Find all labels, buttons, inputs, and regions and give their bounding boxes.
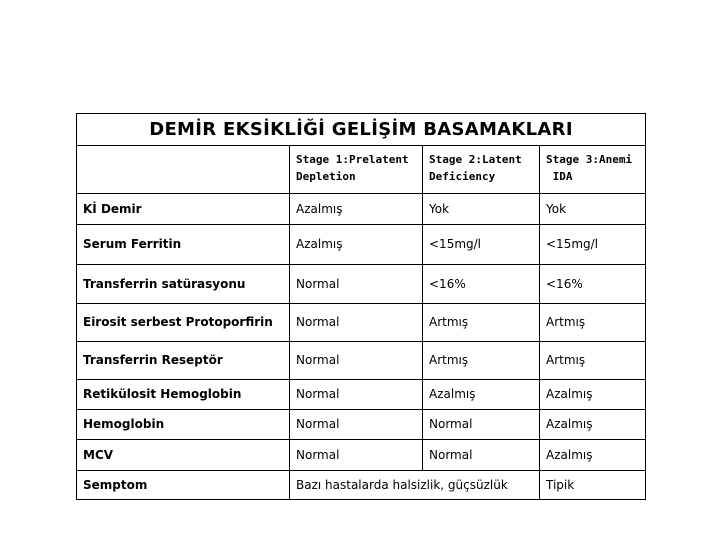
table-row: [77, 225, 646, 265]
symptom-stage1-2-value: Bazı hastalarda halsizlik, güçsüzlük: [290, 471, 540, 500]
row-label: MCV: [77, 440, 290, 471]
table-row: [77, 342, 646, 380]
stage2-value: Artmış: [423, 304, 540, 342]
stage1-value: Normal: [290, 265, 423, 304]
table-row: [77, 304, 646, 342]
symptom-row: [77, 471, 646, 500]
stage3-value: <15mg/l: [540, 225, 646, 265]
header-stage-2: Stage 2:Latent Deficiency: [423, 146, 540, 194]
table-title: DEMİR EKSİKLİĞİ GELİŞİM BASAMAKLARI: [77, 114, 646, 146]
stages-table: [76, 113, 646, 500]
stage1-value: Azalmış: [290, 225, 423, 265]
header-stage-3: Stage 3:Anemi IDA: [540, 146, 646, 194]
table-row: [77, 265, 646, 304]
stage3-value: Azalmış: [540, 410, 646, 440]
row-label: Hemoglobin: [77, 410, 290, 440]
table-row: [77, 380, 646, 410]
stage2-value: <16%: [423, 265, 540, 304]
header-row: [77, 146, 646, 194]
header-stage-1: Stage 1:Prelatent Depletion: [290, 146, 423, 194]
stage3-value: Yok: [540, 194, 646, 225]
stage2-value: Normal: [423, 410, 540, 440]
stage3-value: Artmış: [540, 304, 646, 342]
row-label: Transferrin satürasyonu: [77, 265, 290, 304]
stage2-value: Azalmış: [423, 380, 540, 410]
row-label: Retikülosit Hemoglobin: [77, 380, 290, 410]
stage3-value: <16%: [540, 265, 646, 304]
stage3-value: Azalmış: [540, 440, 646, 471]
stage2-value: Yok: [423, 194, 540, 225]
row-label: Kİ Demir: [77, 194, 290, 225]
stage1-value: Normal: [290, 410, 423, 440]
table-row: [77, 410, 646, 440]
stage1-value: Azalmış: [290, 194, 423, 225]
stage2-value: Artmış: [423, 342, 540, 380]
table-row: [77, 194, 646, 225]
stage3-value: Artmış: [540, 342, 646, 380]
symptom-stage3-value: Tipik: [540, 471, 646, 500]
stage2-value: <15mg/l: [423, 225, 540, 265]
row-label: Serum Ferritin: [77, 225, 290, 265]
table-row: [77, 440, 646, 471]
stage3-value: Azalmış: [540, 380, 646, 410]
stage1-value: Normal: [290, 440, 423, 471]
stage2-value: Normal: [423, 440, 540, 471]
stage1-value: Normal: [290, 380, 423, 410]
stage1-value: Normal: [290, 342, 423, 380]
row-label: Semptom: [77, 471, 290, 500]
row-label: Eirosit serbest Protoporfirin: [77, 304, 290, 342]
stage1-value: Normal: [290, 304, 423, 342]
header-empty-cell: [77, 146, 290, 194]
row-label: Transferrin Reseptör: [77, 342, 290, 380]
